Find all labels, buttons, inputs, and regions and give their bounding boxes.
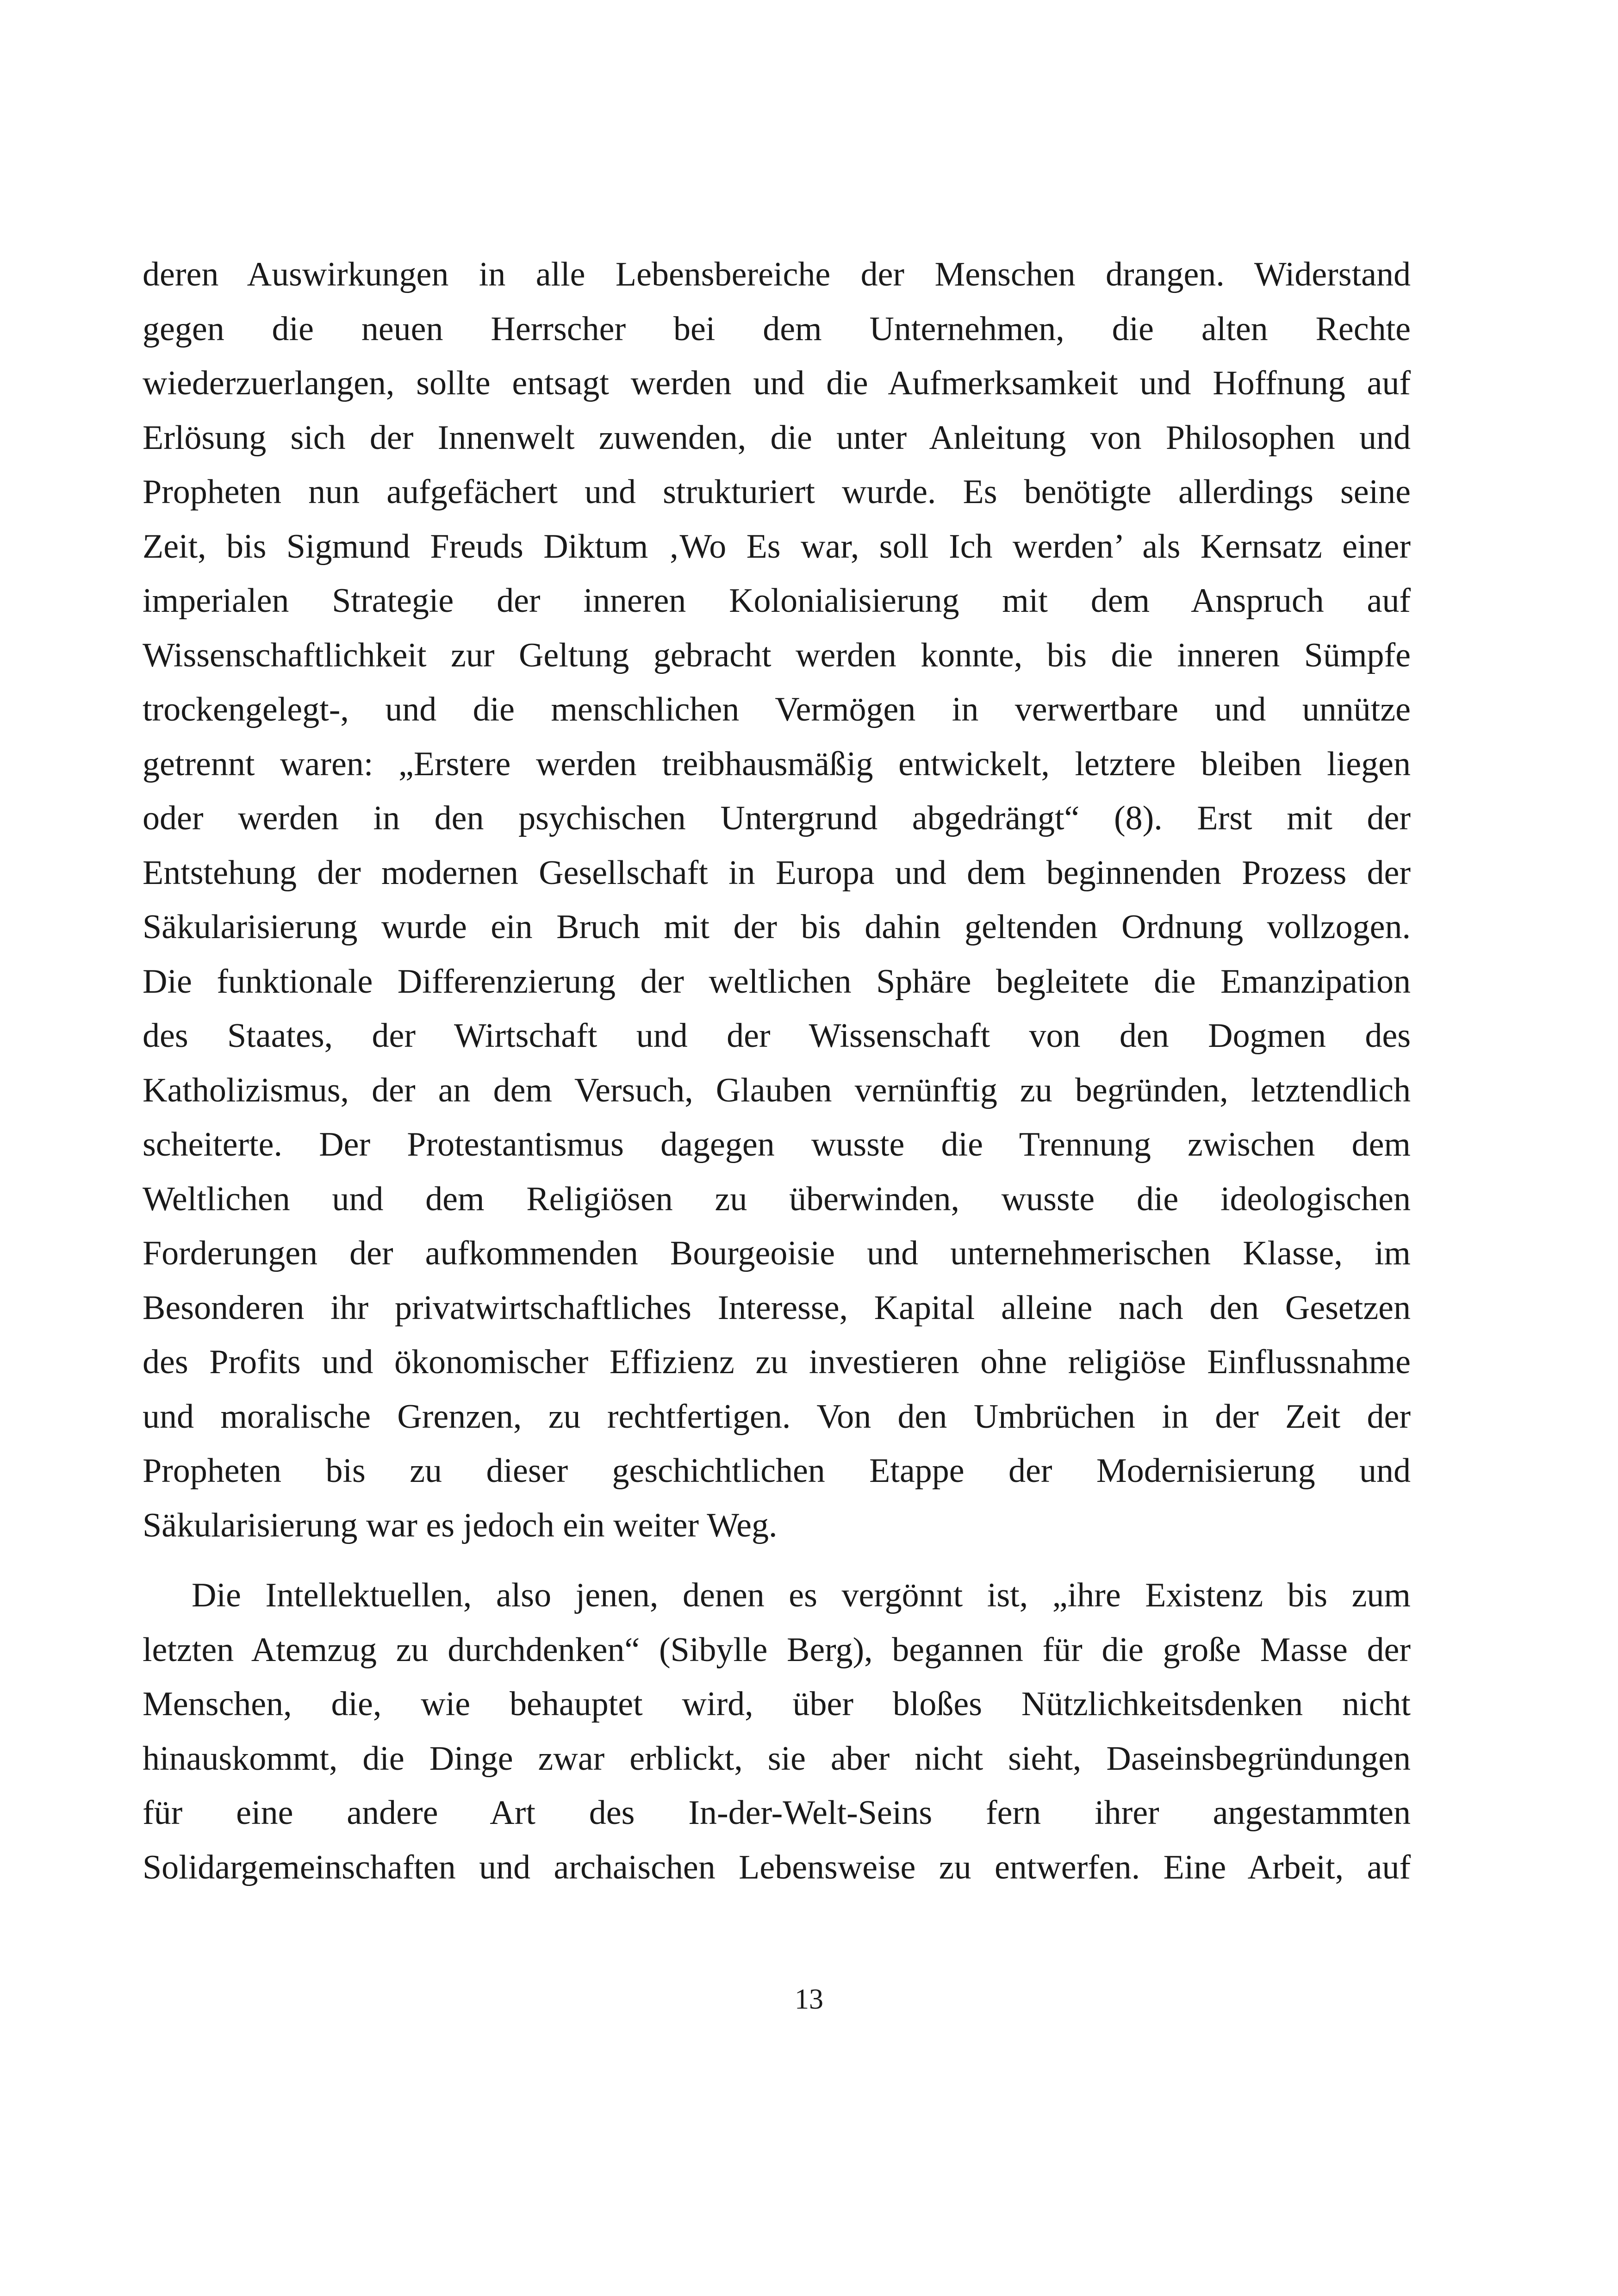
text-line: Solidargemeinschaften und archaischen Lebensweise zu entwerfen. Eine Arbeit, auf	[143, 1848, 1411, 1886]
text-line: Die Intellektuellen, also jenen, denen es vergönnt ist, „ihre Existenz bis zum	[192, 1576, 1411, 1614]
text-line: und moralische Grenzen, zu rechtfertigen. Von den Umbrüchen in der Zeit der	[143, 1397, 1411, 1436]
text-line: hinauskommt, die Dinge zwar erblickt, sie aber nicht sieht, Daseinsbegründungen	[143, 1739, 1411, 1778]
text-line: Menschen, die, wie behauptet wird, über bloßes Nützlichkeitsdenken nicht	[143, 1685, 1411, 1723]
text-line: Besonderen ihr privatwirtschaftliches Interesse, Kapital alleine nach den Gesetzen	[143, 1288, 1411, 1327]
text-line: gegen die neuen Herrscher bei dem Unternehmen, die alten Rechte	[143, 310, 1411, 348]
text-line: trockengelegt-, und die menschlichen Vermögen in verwertbare und unnütze	[143, 691, 1411, 728]
body-text	[143, 248, 1411, 1895]
text-line: Wissenschaftlichkeit zur Geltung gebracht werden konnte, bis die inneren Sümpfe	[143, 636, 1411, 674]
paragraph-1	[143, 248, 1411, 1553]
text-line: Die funktionale Differenzierung der weltlichen Sphäre begleitete die Emanzipation	[143, 962, 1411, 1001]
text-line: Zeit, bis Sigmund Freuds Diktum ‚Wo Es war, soll Ich werden’ als Kernsatz einer	[143, 527, 1411, 566]
text-line: des Staates, der Wirtschaft und der Wissenschaft von den Dogmen des	[143, 1017, 1411, 1055]
text-line: des Profits und ökonomischer Effizienz zu investieren ohne religiöse Einflussnahme	[143, 1343, 1411, 1381]
text-line: Säkularisierung wurde ein Bruch mit der bis dahin geltenden Ordnung vollzogen.	[143, 908, 1411, 946]
text-line: Erlösung sich der Innenwelt zuwenden, die unter Anleitung von Philosophen und	[143, 418, 1411, 457]
paragraph-2	[143, 1568, 1411, 1895]
text-line: deren Auswirkungen in alle Lebensbereiche der Menschen drangen. Widerstand	[143, 255, 1411, 293]
text-line: Propheten nun aufgefächert und strukturiert wurde. Es benötigte allerdings seine	[143, 473, 1411, 511]
text-line: für eine andere Art des In-der-Welt-Seins fern ihrer angestammten	[143, 1794, 1411, 1832]
text-line: Propheten bis zu dieser geschichtlichen Etappe der Modernisierung und	[143, 1452, 1411, 1490]
text-line: letzten Atemzug zu durchdenken“ (Sibylle Berg), begannen für die große Masse der	[143, 1630, 1411, 1669]
paragraph-spacer	[143, 1553, 1411, 1568]
text-line: getrennt waren: „Erstere werden treibhausmäßig entwickelt, letztere bleiben liegen	[143, 745, 1411, 783]
text-line: scheiterte. Der Protestantismus dagegen wusste die Trennung zwischen dem	[143, 1126, 1411, 1164]
text-line: oder werden in den psychischen Untergrund abgedrängt“ (8). Erst mit der	[143, 799, 1411, 837]
text-line: Katholizismus, der an dem Versuch, Glauben vernünftig zu begründen, letztendlich	[143, 1071, 1411, 1109]
text-line: imperialen Strategie der inneren Kolonialisierung mit dem Anspruch auf	[143, 582, 1411, 620]
text-line: Weltlichen und dem Religiösen zu überwinden, wusste die ideologischen	[143, 1180, 1411, 1218]
page-number: 13	[795, 1984, 823, 2015]
text-line: wiederzuerlangen, sollte entsagt werden und die Aufmerksamkeit und Hoffnung auf	[143, 364, 1411, 402]
text-line: Entstehung der modernen Gesellschaft in Europa und dem beginnenden Prozess der	[143, 853, 1411, 892]
text-line: Säkularisierung war es jedoch ein weiter Weg.	[143, 1506, 778, 1544]
text-line: Forderungen der aufkommenden Bourgeoisie und unternehmerischen Klasse, im	[143, 1234, 1411, 1272]
